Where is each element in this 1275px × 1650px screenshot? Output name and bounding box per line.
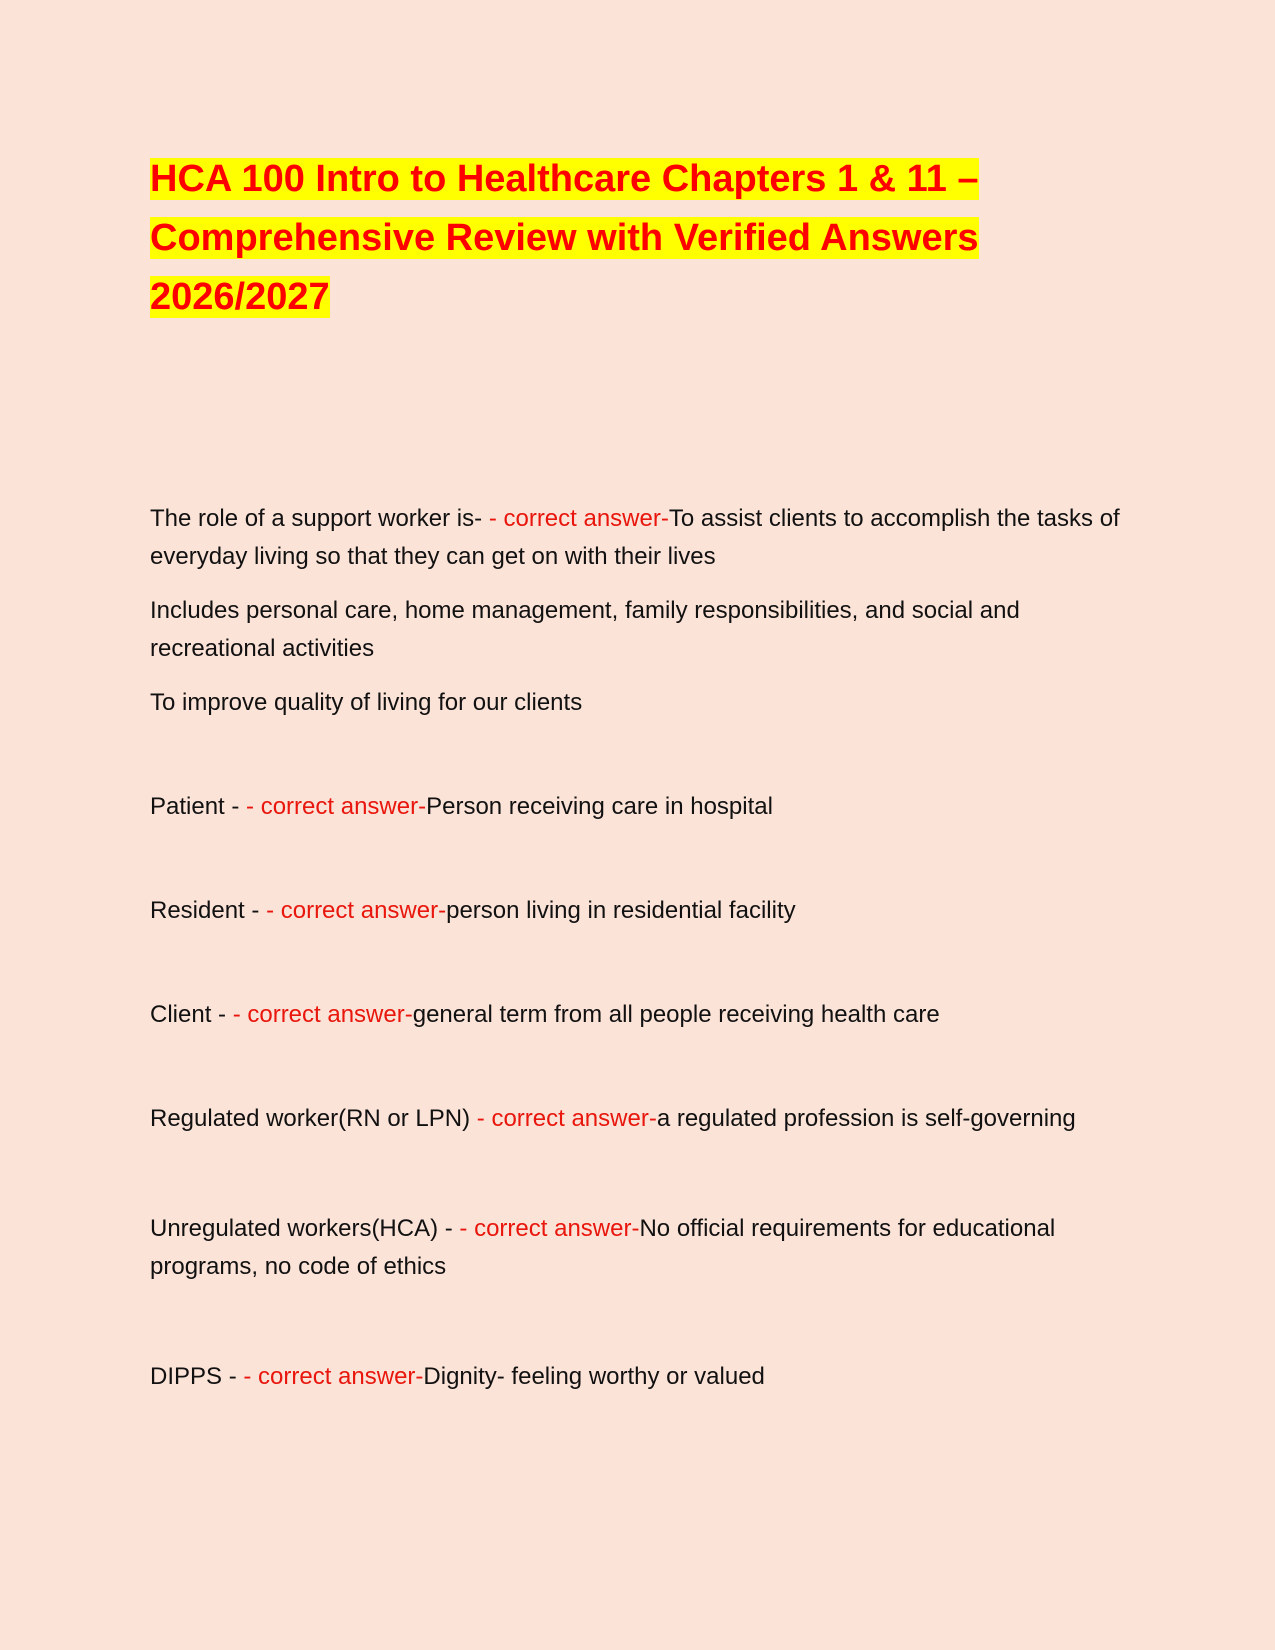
answer-text: To assist clients to accomplish the tasks of everyday living so that they can get on with their lives: [150, 505, 1120, 570]
qa-item: [150, 500, 1135, 576]
answer-text: a regulated profession is self-governing: [656, 1105, 1076, 1132]
question-text: The role of a support worker is-: [150, 505, 489, 532]
answer-extra-paragraph: To improve quality of living for our clients: [150, 689, 583, 716]
answer-text: Dignity- feeling worthy or valued: [423, 1363, 765, 1390]
question-text: Client -: [150, 1001, 233, 1028]
title-line: 2026/2027: [150, 276, 330, 318]
answer-marker: - correct answer-: [232, 1001, 413, 1028]
qa-entry-support-worker: [150, 500, 1135, 722]
answer-marker: - correct answer-: [246, 793, 427, 820]
answer-text: general term from all people receiving health care: [412, 1001, 940, 1028]
answer-marker: - correct answer-: [266, 897, 447, 924]
qa-item: [150, 1358, 1135, 1396]
question-text: Regulated worker(RN or LPN): [150, 1105, 477, 1132]
question-text: Resident -: [150, 897, 267, 924]
answer-extra-paragraph: Includes personal care, home management, family responsibilities, and social and recreational activities: [150, 597, 1020, 662]
answer-text: Person receiving care in hospital: [426, 793, 773, 820]
question-text: DIPPS -: [150, 1363, 244, 1390]
answer-marker: - correct answer-: [476, 1105, 657, 1132]
qa-list: [150, 500, 1135, 1396]
answer-text: person living in residential facility: [446, 897, 796, 924]
qa-item: [150, 1210, 1135, 1286]
question-text: Patient -: [150, 793, 247, 820]
answer-text: No official requirements for educational programs, no code of ethics: [150, 1215, 1056, 1280]
answer-marker: - correct answer-: [243, 1363, 424, 1390]
qa-item: [150, 788, 1135, 826]
document-title: [150, 150, 1135, 327]
question-text: Unregulated workers(HCA) -: [150, 1215, 460, 1242]
qa-item: [150, 892, 1135, 930]
qa-item: [150, 1100, 1135, 1138]
answer-marker: - correct answer-: [459, 1215, 640, 1242]
qa-item: [150, 996, 1135, 1034]
title-line: HCA 100 Intro to Healthcare Chapters 1 & 11 –: [150, 158, 979, 200]
document-page: [150, 150, 1135, 1390]
answer-marker: - correct answer-: [488, 505, 669, 532]
title-line: Comprehensive Review with Verified Answers: [150, 217, 979, 259]
